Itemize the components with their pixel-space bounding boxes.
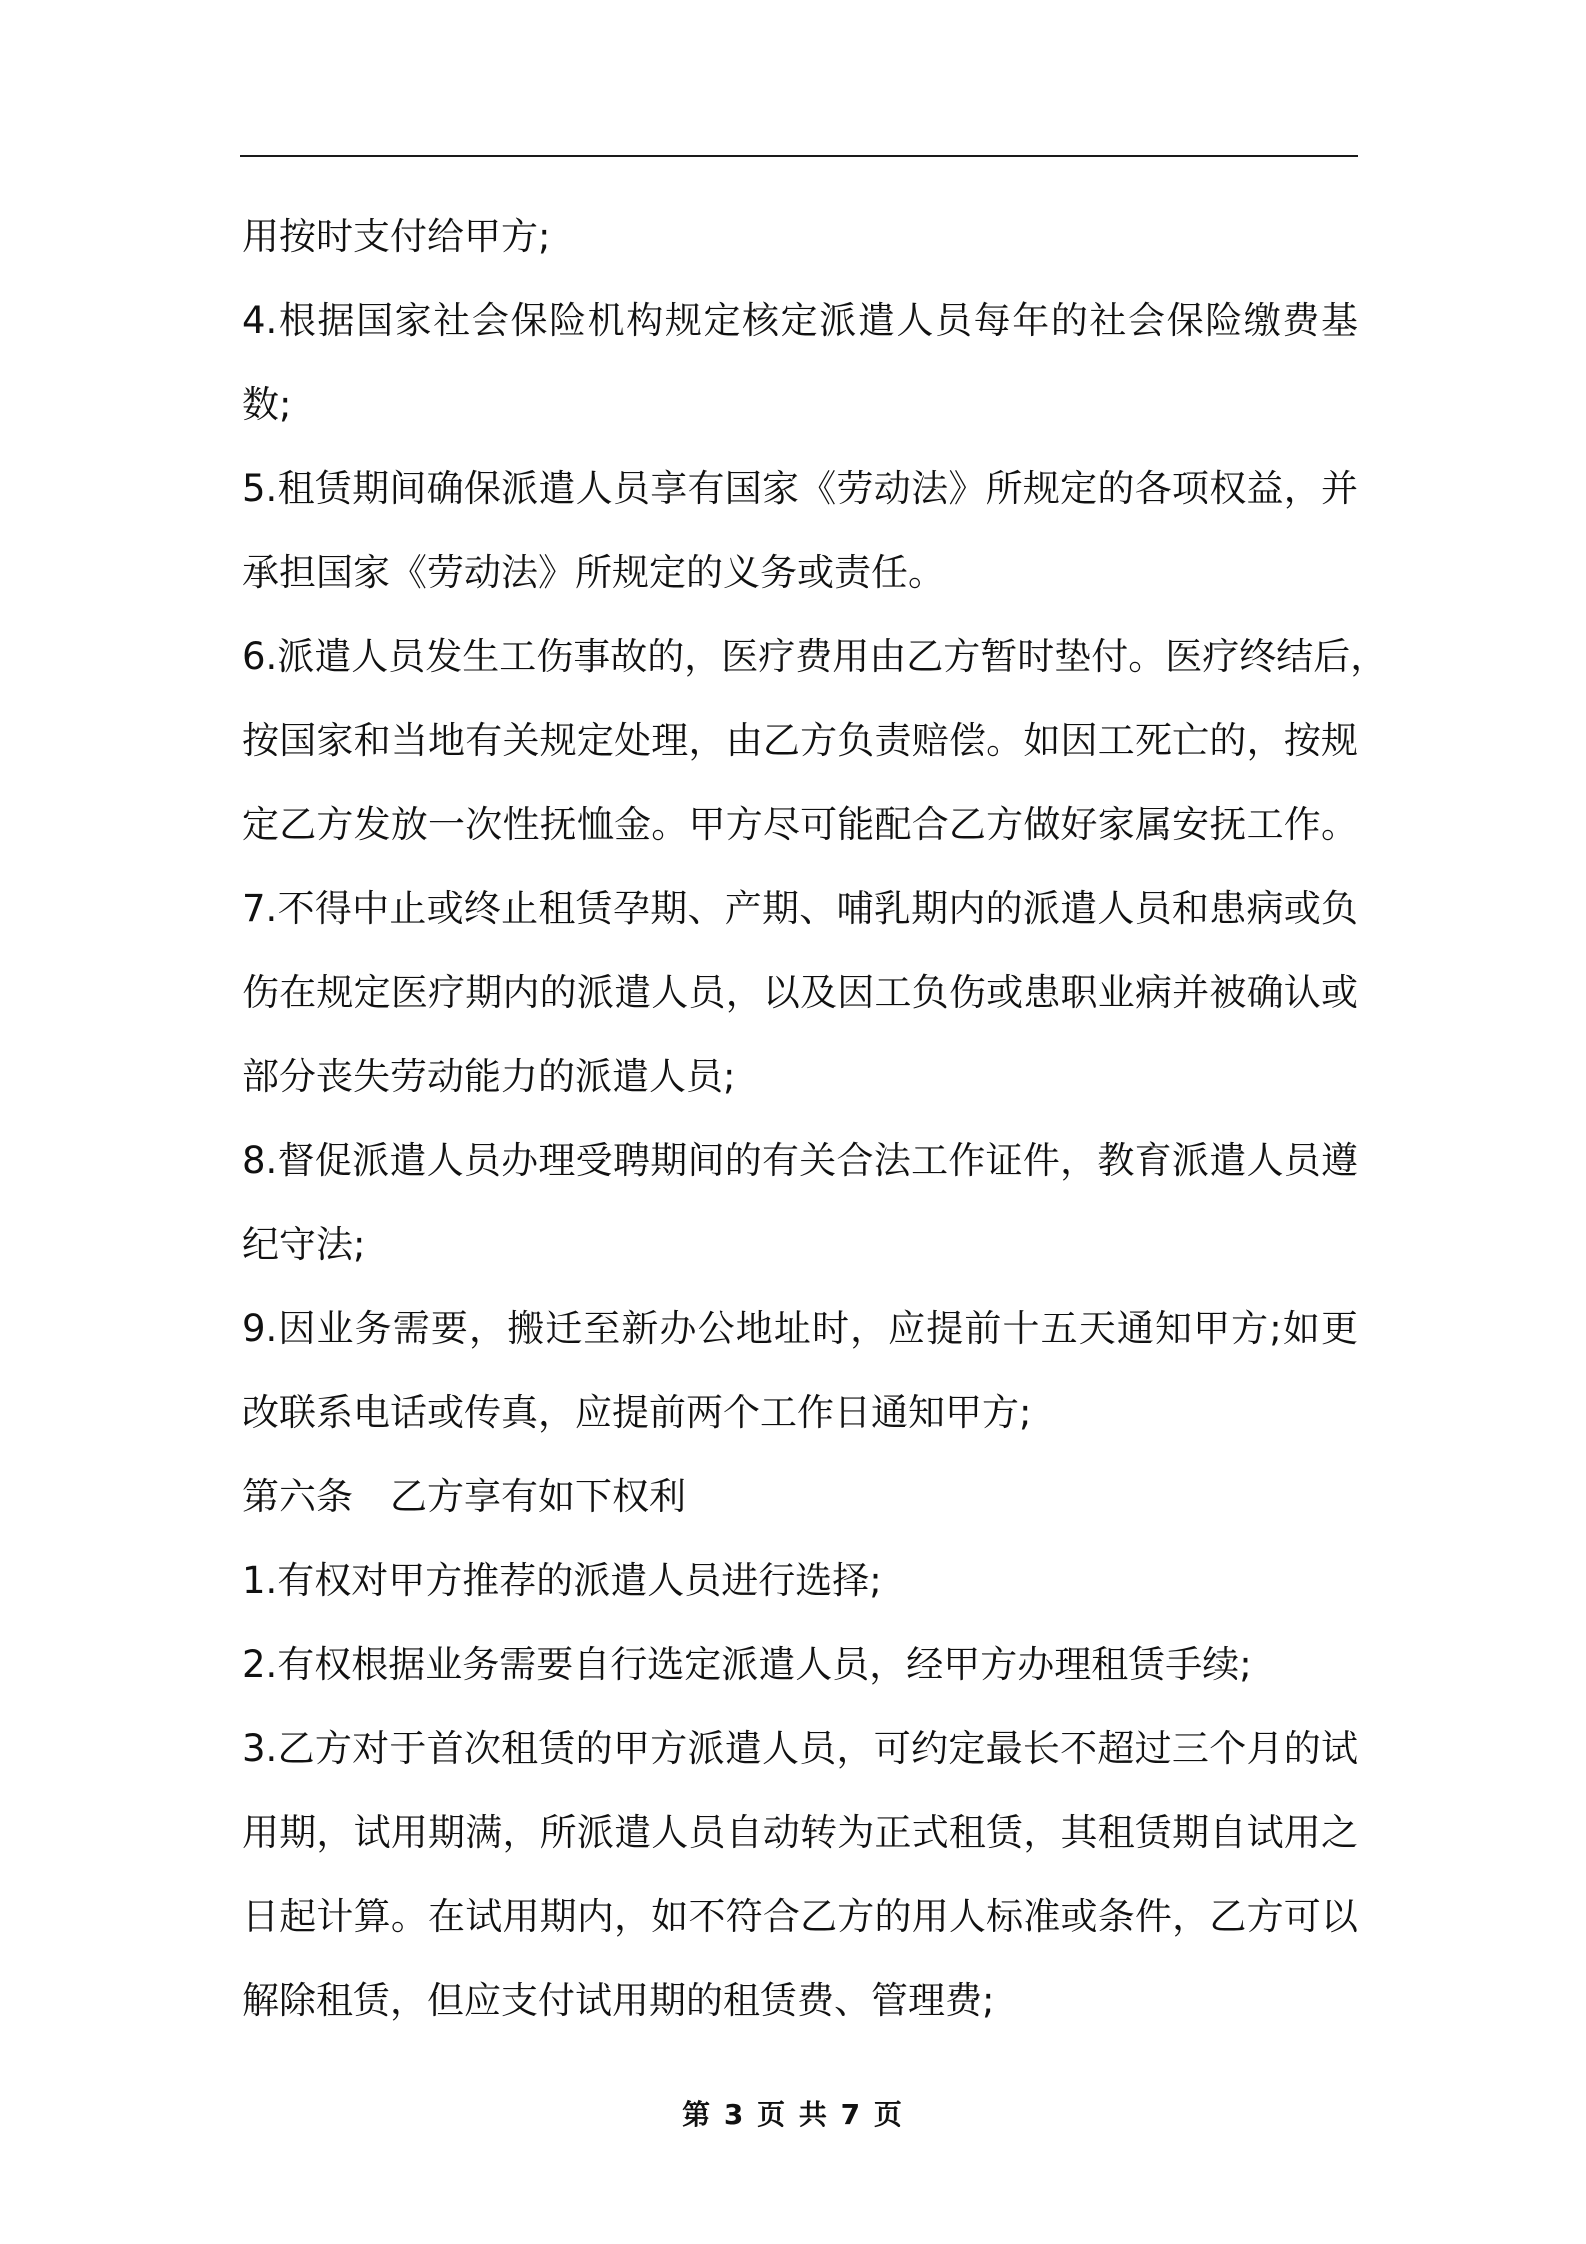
document-body [242,195,1388,2043]
text-line-7: 按国家和当地有关规定处理，由乙方负责赔偿。如因工死亡的，按规 [242,719,1358,762]
text-line-15: 改联系电话或传真，应提前两个工作日通知甲方; [242,1391,1032,1434]
text-line-4: 5.租赁期间确保派遣人员享有国家《劳动法》所规定的各项权益，并 [242,467,1358,510]
text-line-8: 定乙方发放一次性抚恤金。甲方尽可能配合乙方做好家属安抚工作。 [242,803,1358,846]
article-heading: 第六条 乙方享有如下权利 [242,1475,686,1518]
text-line-14: 9.因业务需要，搬迁至新办公地址时，应提前十五天通知甲方;如更 [242,1307,1358,1350]
text-line-20: 用期，试用期满，所派遣人员自动转为正式租赁，其租赁期自试用之 [242,1811,1358,1854]
text-line-21: 日起计算。在试用期内，如不符合乙方的用人标准或条件，乙方可以 [242,1895,1358,1938]
text-line-11: 部分丧失劳动能力的派遣人员; [242,1055,736,1098]
text-line-9: 7.不得中止或终止租赁孕期、产期、哺乳期内的派遣人员和患病或负 [242,887,1358,930]
text-line-2: 4.根据国家社会保险机构规定核定派遣人员每年的社会保险缴费基 [242,299,1358,342]
text-line-19: 3.乙方对于首次租赁的甲方派遣人员，可约定最长不超过三个月的试 [242,1727,1358,1770]
text-line-12: 8.督促派遣人员办理受聘期间的有关合法工作证件，教育派遣人员遵 [242,1139,1358,1182]
text-line-3: 数; [242,383,292,426]
text-line-6: 6.派遣人员发生工伤事故的，医疗费用由乙方暂时垫付。医疗终结后， [242,635,1388,678]
header-rule [240,155,1358,157]
text-line-1: 用按时支付给甲方; [242,215,551,258]
text-line-5: 承担国家《劳动法》所规定的义务或责任。 [242,551,945,594]
text-line-13: 纪守法; [242,1223,366,1266]
text-line-18: 2.有权根据业务需要自行选定派遣人员，经甲方办理租赁手续; [242,1643,1252,1686]
page-number: 第 3 页 共 7 页 [682,2098,904,2131]
text-line-10: 伤在规定医疗期内的派遣人员，以及因工负伤或患职业病并被确认或 [242,971,1358,1014]
text-line-22: 解除租赁，但应支付试用期的租赁费、管理费; [242,1979,995,2022]
text-line-17: 1.有权对甲方推荐的派遣人员进行选择; [242,1559,882,1602]
